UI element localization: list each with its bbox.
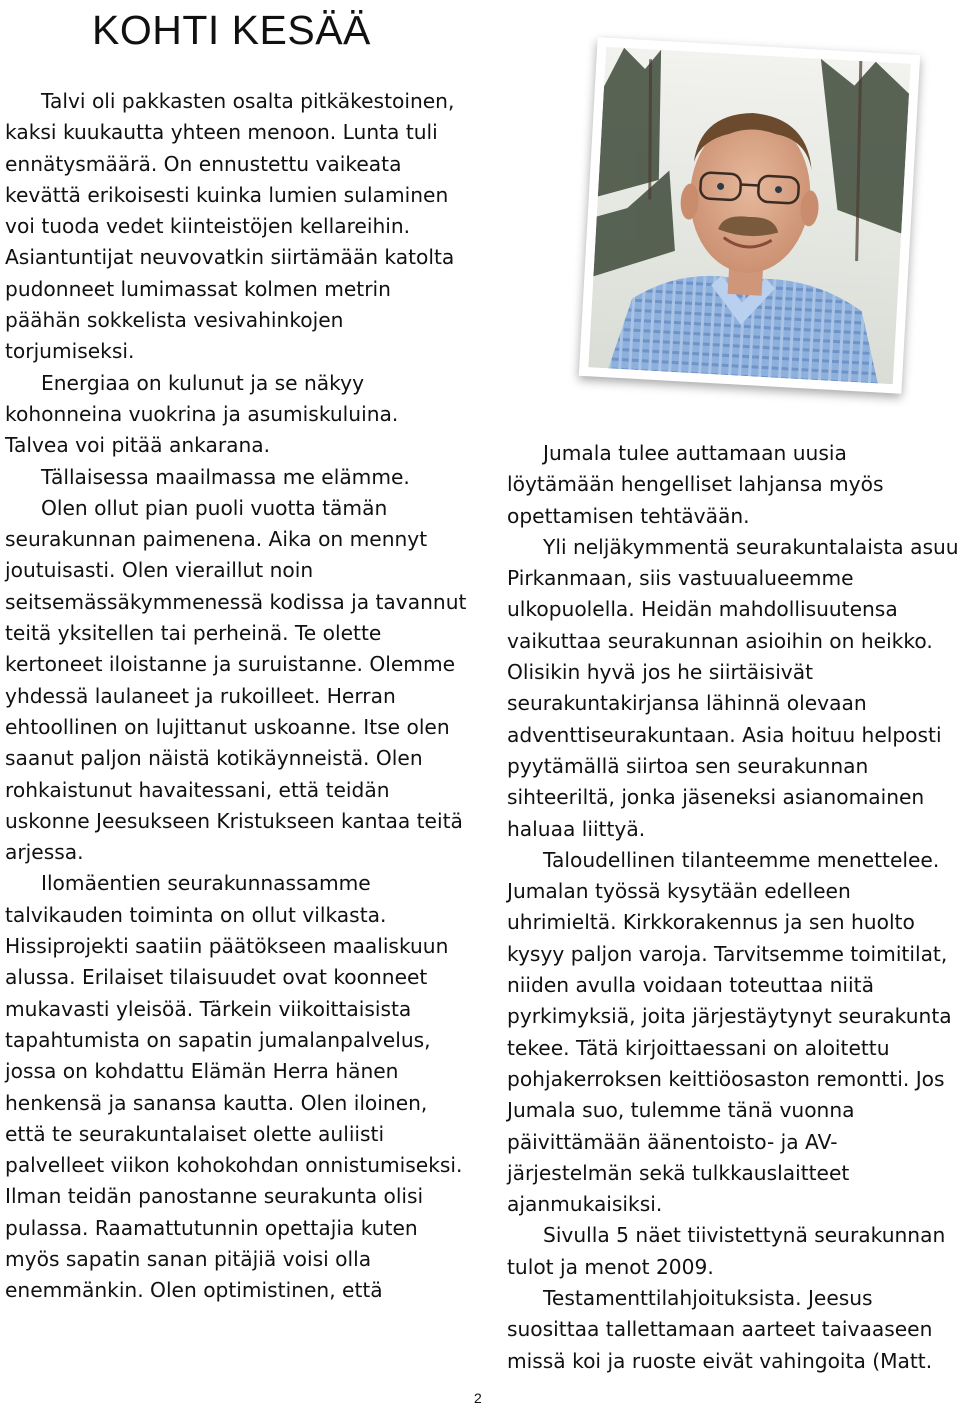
page-title: KOHTI KESÄÄ	[92, 7, 371, 53]
page-number: 2	[474, 1390, 482, 1406]
paragraph: Ilomäentien seurakunnassamme talvikauden toiminta on ollut vilkasta. Hissiprojekti saatiin päätökseen maaliskuun alussa. Erilaiset tilaisuudet ovat koonneet mukavasti yleisöä. Tärkein viikoittaisista tapahtumista on sapatin jumalanpalvelus, jossa on kohdattu Elämän Herra hänen henkensä ja sanansa kautta. Olen iloinen, että te seurakuntalaiset olette auliisti palvelleet viikon kohokohdan onnistumiseksi. Ilman teidän panostanne seurakunta olisi pulassa. Raamattutunnin opettajia kuten myös sapatin sanan pitäjiä voisi olla enemmänkin. Olen optimistinen, että	[5, 871, 463, 1303]
right-column	[507, 438, 959, 1377]
paragraph: Sivulla 5 näet tiivistettynä seurakunnan tulot ja menot 2009.	[507, 1223, 946, 1279]
paragraph: Tällaisessa maailmassa me elämme.	[41, 464, 410, 489]
paragraph: Testamenttilahjoituksista. Jeesus suosittaa tallettamaan aarteet taivaaseen missä koi ja ruoste eivät vahingoita (Matt.	[507, 1286, 933, 1373]
paragraph: Yli neljäkymmentä seurakuntalaista asuu Pirkanmaan, siis vastuualueemme ulkopuolella. Heidän mahdollisuutensa vaikuttaa seurakunnan asioihin on heikko. Olisikin hyvä jos he siirtäisivät seurakuntakirjansa lähinnä olevaan adventtiseurakuntaan. Asia hoituu helposti pyytämällä siirtoa sen seurakunnan sihteeriltä, jonka jäseneksi asianomainen haluaa liittyä.	[507, 534, 959, 841]
paragraph: Olen ollut pian puoli vuotta tämän seurakunnan paimenena. Aika on mennyt joutuisasti. Olen vieraillut noin seitsemässäkymmenessä kodissa ja tavannut teitä yksitellen tai perheinä. Te olette kertoneet iloistanne ja suruistanne. Olemme yhdessä laulaneet ja rukoilleet. Herran ehtoollinen on lujittanut uskoanne. Itse olen saanut paljon näistä kotikäynneistä. Olen rohkaistunut havaitessani, että teidän uskonne Jeesukseen Kristukseen kantaa teitä arjessa.	[5, 495, 467, 865]
paragraph: Talvi oli pakkasten osalta pitkäkestoinen, kaksi kuukautta yhteen menoon. Lunta tuli ennätysmäärä. On ennustettu vaikeata kevättä erikoisesti kuinka lumien sulaminen voi tuoda vedet kiinteistöjen kellareihin. Asiantuntijat neuvovatkin siirtämään katolta pudonneet lumimassat kolmen metrin päähän sokkelista vesivahinkojen torjumiseksi.	[5, 89, 455, 364]
portrait-image	[588, 47, 910, 385]
paragraph: Energiaa on kulunut ja se näkyy kohonneina vuokrina ja asumiskuluina. Talvea voi pitää ankarana.	[5, 370, 399, 458]
author-photo	[579, 37, 920, 394]
paragraph: Jumala tulee auttamaan uusia löytämään hengelliset lahjansa myös opettamisen tehtävään.	[507, 441, 884, 528]
left-column	[5, 86, 467, 1307]
paragraph: Taloudellinen tilanteemme menettelee. Jumalan työssä kysytään edelleen uhrimieltä. Kirkkorakennus ja sen huolto kysyy paljon varoja. Tarvitsemme toimitilat, niiden avulla voidaan toteuttaa niitä pyrkimyksiä, joita järjestäytynyt seurakunta tekee. Tätä kirjoittaessani on aloitettu pohjakerroksen keittiöosaston remontti. Jos Jumala suo, tulemme tänä vuonna päivittämään äänentoisto- ja AV-järjestelmän sekä tulkkauslaitteet ajanmukaisiksi.	[507, 847, 952, 1217]
